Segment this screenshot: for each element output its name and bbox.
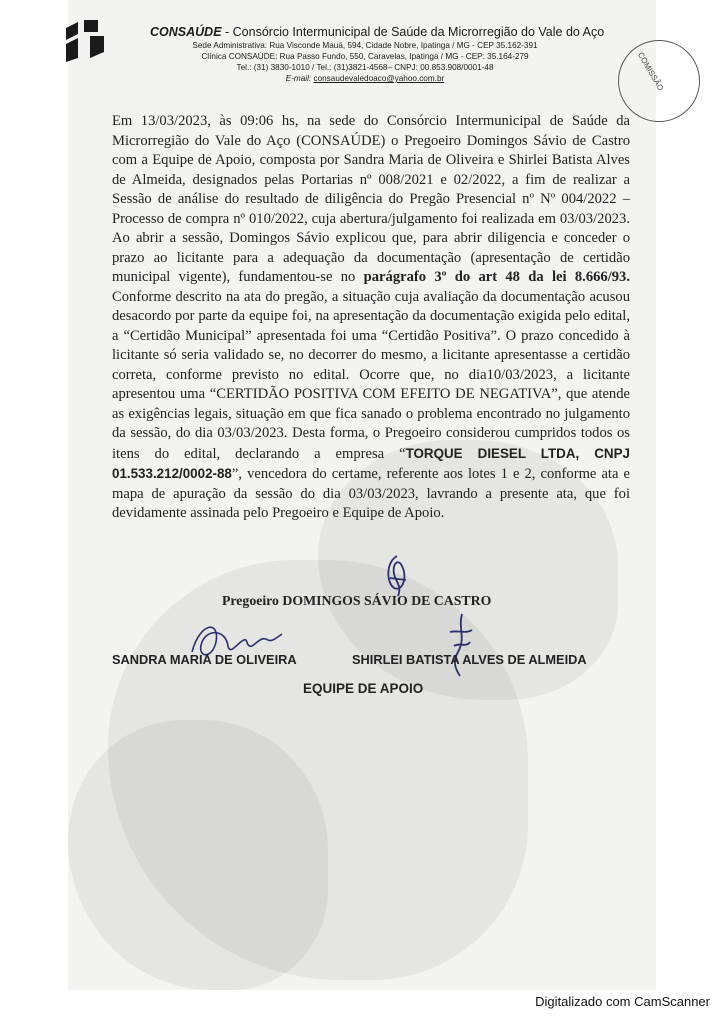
sandra-name: SANDRA MARIA DE OLIVEIRA bbox=[112, 652, 297, 667]
body-text-3: ”, vencedora do certame, referente aos lotes 1 e 2, conforme ata e mapa de apuração da sessão do dia 03/03/2023, lavrando a presente ata, que foi devidamente assinada pelo Pregoeiro e Equipe de Apoio. bbox=[112, 466, 630, 521]
shirlei-name: SHIRLEI BATISTA ALVES DE ALMEIDA bbox=[352, 652, 587, 667]
body-text-2: Conforme descrito na ata do pregão, a situação cuja avaliação da documentação acusou desacordo por parte da equipe foi, na apresentação da documentação exigida pelo edital, a “Certidão Municipal” apresentada foi uma “Certidão Positiva”. O prazo concedido à licitante só seria validado se, no decorrer do mesmo, a licitante apresentasse a certidão correta, conforme previsto no edital. Ocorre que, no dia10/03/2023, a licitante apresentou uma “CERTIDÃO POSITIVA COM EFEITO DE NEGATIVA”, que atende as exigências legais, situação em que fica sanado o problema encontrado no julgamento da sessão, do dia 03/03/2023. Desta forma, o Pregoeiro considerou cumpridos todos os itens do edital, declarando a empresa “ bbox=[112, 288, 630, 462]
hand-shadow bbox=[68, 720, 328, 990]
minutes-body bbox=[112, 112, 630, 524]
support-team-label: EQUIPE DE APOIO bbox=[303, 681, 424, 696]
pregoeiro-name: Pregoeiro DOMINGOS SÁVIO DE CASTRO bbox=[222, 593, 492, 608]
minutes-paragraph bbox=[112, 112, 630, 524]
stamp-text: COMISSÃO bbox=[635, 50, 666, 93]
letterhead-address-2: Clínica CONSAÚDE: Rua Passo Fundo, 550, Caravelas, Ipatinga / MG - CEP: 35.164-279 bbox=[201, 52, 529, 61]
body-text-1: Em 13/03/2023, às 09:06 hs, na sede do Consórcio Intermunicipal de Saúde da Microrregião do Vale do Aço (CONSAÚDE) o Pregoeiro Domingos Sávio de Castro com a Equipe de Apoio, composta por Sandra Maria de Oliveira e Shirlei Batista Alves de Almeida, designados pelas Portarias nº 008/2021 e 02/2022, a fim de realizar a Sessão de análise do resultado de diligência do Pregão Presencial nº Nº 004/2022 – Processo de compra nº 010/2022, cuja abertura/julgamento foi realizada em 03/03/2023. Ao abrir a sessão, Domingos Sávio explicou que, para abrir diligencia e conceder o prazo ao licitante para a adequação da documentação (apresentação de certidão municipal vigente), fundamentou-se no bbox=[112, 113, 630, 285]
email-label: E-mail: bbox=[285, 74, 314, 83]
org-full-name: - Consórcio Intermunicipal de Saúde da Microrregião do Vale do Aço bbox=[221, 25, 605, 39]
org-name: CONSAÚDE bbox=[150, 25, 222, 39]
consaude-logo-icon bbox=[64, 18, 108, 64]
letterhead bbox=[150, 24, 605, 84]
legal-reference: parágrafo 3º do art 48 da lei 8.666/93. bbox=[363, 269, 631, 285]
letterhead-title bbox=[150, 24, 605, 40]
winning-company: TORQUE DIESEL LTDA, CNPJ 01.533.212/0002-88 bbox=[112, 445, 630, 481]
camscanner-watermark: Digitalizado com CamScanner bbox=[535, 994, 710, 1009]
commission-stamp bbox=[618, 40, 700, 122]
letterhead-email-line bbox=[150, 73, 570, 84]
shirlei-signature-icon bbox=[440, 612, 480, 680]
letterhead-address-1: Sede Administrativa: Rua Visconde Mauá, 594, Cidade Nobre, Ipatinga / MG - CEP 35.162-391 bbox=[192, 41, 538, 50]
letterhead-phone: Tel.: (31) 3830-1010 / Tel.: (31)3821-4568– CNPJ: 00.853.908/0001-48 bbox=[236, 63, 494, 72]
email-address: consaudevaledoaco@yahoo.com.br bbox=[313, 74, 445, 83]
